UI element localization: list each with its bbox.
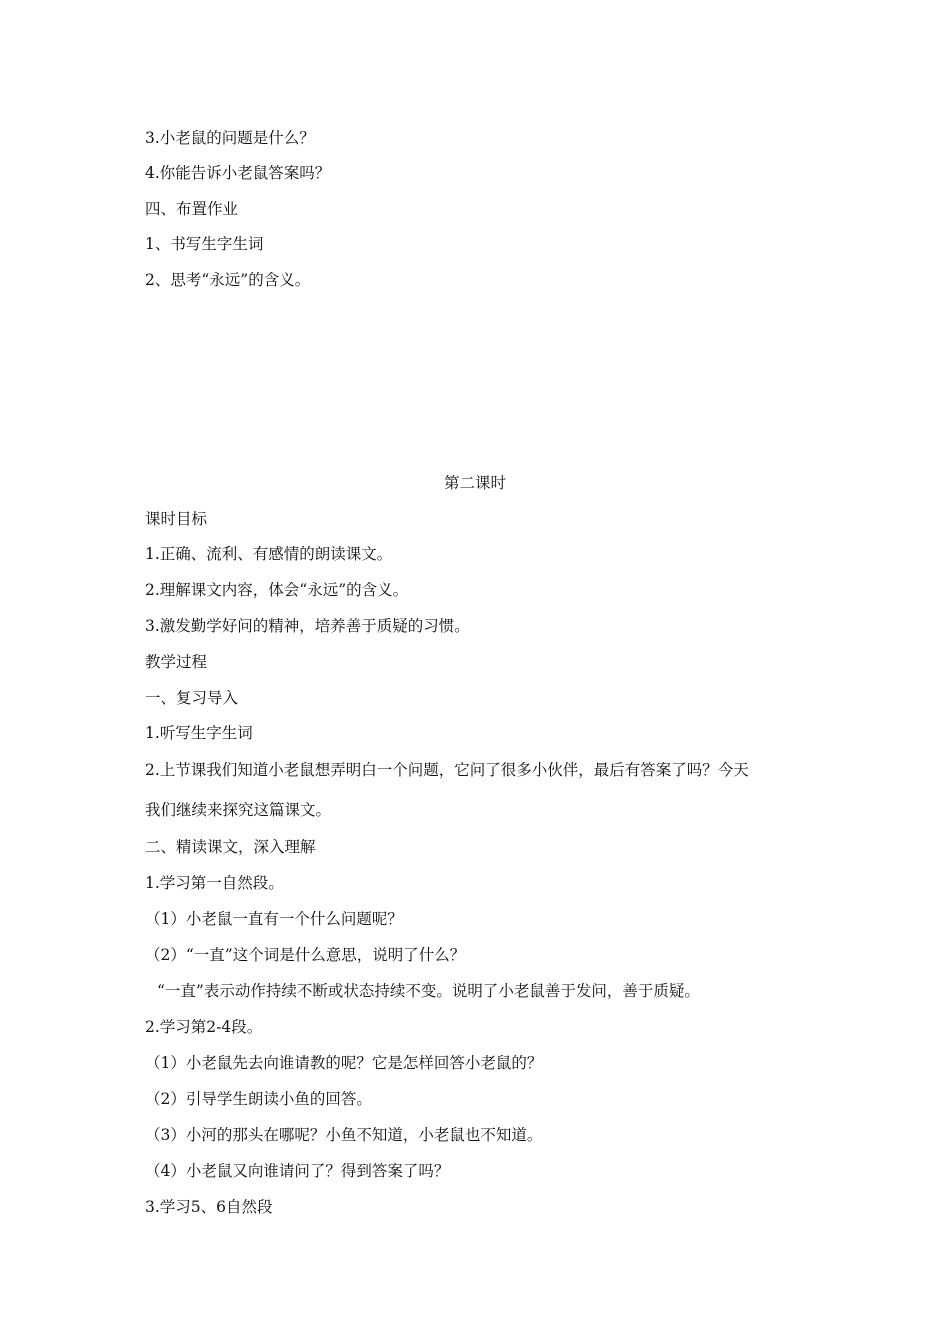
paragraph-study-1: 1.学习第一自然段。 bbox=[145, 874, 284, 892]
paragraph-goal-2: 2.理解课文内容，体会“永远”的含义。 bbox=[145, 581, 409, 599]
paragraph-homework-2: 2、思考“永远”的含义。 bbox=[145, 271, 311, 289]
paragraph-question-3: 3.小老鼠的问题是什么？ bbox=[145, 129, 315, 147]
paragraph-study-2: 2.学习第2-4段。 bbox=[145, 1018, 263, 1036]
paragraph-review-2-cont: 我们继续来探究这篇课文。 bbox=[145, 801, 332, 819]
paragraph-study-2-q1: （1）小老鼠先去向谁请教的呢？它是怎样回答小老鼠的？ bbox=[145, 1054, 543, 1072]
paragraph-goal-3: 3.激发勤学好问的精神，培养善于质疑的习惯。 bbox=[145, 617, 470, 635]
lesson-title: 第二课时 bbox=[443, 474, 506, 492]
paragraph-study-3: 3.学习5、6自然段 bbox=[145, 1198, 273, 1216]
paragraph-study-2-q4: （4）小老鼠又向谁请问了？得到答案了吗？ bbox=[145, 1162, 450, 1180]
paragraph-study-1-answer: “一直”表示动作持续不断或状态持续不变。说明了小老鼠善于发问，善于质疑。 bbox=[157, 982, 700, 1000]
paragraph-study-1-q1: （1）小老鼠一直有一个什么问题呢？ bbox=[145, 910, 403, 928]
heading-teaching-process: 教学过程 bbox=[145, 653, 208, 671]
paragraph-study-2-q2: （2）引导学生朗读小鱼的回答。 bbox=[145, 1090, 372, 1108]
heading-homework: 四、布置作业 bbox=[145, 200, 239, 218]
heading-review: 一、复习导入 bbox=[145, 689, 239, 707]
paragraph-review-1: 1.听写生字生词 bbox=[145, 724, 253, 742]
paragraph-study-2-q3: （3）小河的那头在哪呢？小鱼不知道，小老鼠也不知道。 bbox=[145, 1126, 543, 1144]
paragraph-goal-1: 1.正确、流利、有感情的朗读课文。 bbox=[145, 545, 393, 563]
paragraph-homework-1: 1、书写生字生词 bbox=[145, 235, 264, 253]
paragraph-review-2: 2.上节课我们知道小老鼠想弄明白一个问题，它问了很多小伙伴，最后有答案了吗？今天 bbox=[145, 761, 749, 779]
paragraph-question-4: 4.你能告诉小老鼠答案吗？ bbox=[145, 164, 331, 182]
heading-lesson-goals: 课时目标 bbox=[145, 510, 208, 528]
paragraph-study-1-q2: （2）“一直”这个词是什么意思，说明了什么？ bbox=[145, 946, 466, 964]
heading-close-reading: 二、精读课文，深入理解 bbox=[145, 838, 316, 856]
